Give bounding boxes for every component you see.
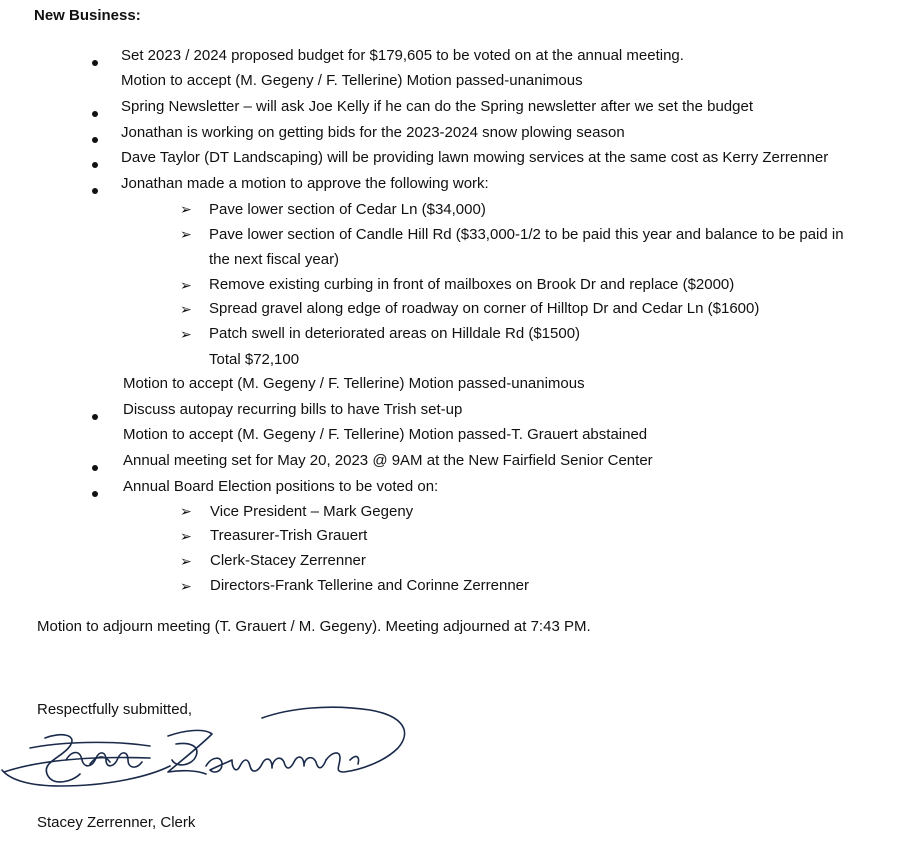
bullet-dot-icon bbox=[92, 465, 98, 471]
arrowhead-bullet-icon: ➢ bbox=[180, 278, 192, 294]
signer-name: Stacey Zerrenner, Clerk bbox=[37, 814, 196, 831]
sub-list-item: Pave lower section of Cedar Ln ($34,000) bbox=[209, 201, 486, 218]
sub-list-item: Vice President – Mark Gegeny bbox=[210, 503, 414, 520]
arrowhead-bullet-icon: ➢ bbox=[180, 504, 192, 520]
arrowhead-bullet-icon: ➢ bbox=[180, 529, 192, 545]
sub-list-item: Clerk-Stacey Zerrenner bbox=[210, 552, 366, 569]
sub-list-item: Spread gravel along edge of roadway on corner of Hilltop Dr and Cedar Ln ($1600) bbox=[209, 300, 760, 317]
section-heading: New Business: bbox=[34, 7, 141, 24]
arrowhead-bullet-icon: ➢ bbox=[180, 579, 192, 595]
list-item: Set 2023 / 2024 proposed budget for $179,605 to be voted on at the annual meeting. bbox=[121, 47, 684, 64]
list-item: Annual Board Election positions to be voted on: bbox=[123, 478, 439, 495]
list-item: Spring Newsletter – will ask Joe Kelly if he can do the Spring newsletter after we set the budget bbox=[121, 98, 753, 115]
arrowhead-bullet-icon: ➢ bbox=[180, 202, 192, 218]
bullet-dot-icon bbox=[92, 414, 98, 420]
list-item: Jonathan is working on getting bids for the 2023-2024 snow plowing season bbox=[121, 124, 625, 141]
arrowhead-bullet-icon: ➢ bbox=[180, 327, 192, 343]
sub-list-item-continuation: the next fiscal year) bbox=[209, 251, 340, 268]
arrowhead-bullet-icon: ➢ bbox=[180, 554, 192, 570]
bullet-dot-icon bbox=[92, 162, 98, 168]
bullet-dot-icon bbox=[92, 111, 98, 117]
arrowhead-bullet-icon: ➢ bbox=[180, 302, 192, 318]
list-item: Dave Taylor (DT Landscaping) will be providing lawn mowing services at the same cost as Kerry Zerrenner bbox=[121, 149, 829, 166]
arrowhead-bullet-icon: ➢ bbox=[180, 227, 192, 243]
adjourn-line: Motion to adjourn meeting (T. Grauert / M. Gegeny). Meeting adjourned at 7:43 PM. bbox=[37, 618, 591, 635]
motion-line: Motion to accept (M. Gegeny / F. Tellerine) Motion passed-unanimous bbox=[123, 375, 585, 392]
sub-list-item: Pave lower section of Candle Hill Rd ($33,000-1/2 to be paid this year and balance to be paid in bbox=[209, 226, 844, 243]
list-item: Jonathan made a motion to approve the following work: bbox=[121, 175, 489, 192]
salutation: Respectfully submitted, bbox=[37, 701, 193, 718]
sub-list-item: Remove existing curbing in front of mailboxes on Brook Dr and replace ($2000) bbox=[209, 276, 735, 293]
bullet-dot-icon bbox=[92, 137, 98, 143]
sub-list-item: Treasurer-Trish Grauert bbox=[210, 527, 368, 544]
motion-line: Motion to accept (M. Gegeny / F. Tellerine) Motion passed-unanimous bbox=[121, 72, 583, 89]
handwritten-signature bbox=[0, 690, 430, 805]
bullet-dot-icon bbox=[92, 491, 98, 497]
sub-list-item: Directors-Frank Tellerine and Corinne Zerrenner bbox=[210, 577, 530, 594]
bullet-dot-icon bbox=[92, 188, 98, 194]
list-item: Annual meeting set for May 20, 2023 @ 9AM at the New Fairfield Senior Center bbox=[123, 452, 653, 469]
list-item: Discuss autopay recurring bills to have Trish set-up bbox=[123, 401, 463, 418]
motion-line: Motion to accept (M. Gegeny / F. Tellerine) Motion passed-T. Grauert abstained bbox=[123, 426, 648, 443]
sub-list-item: Patch swell in deteriorated areas on Hilldale Rd ($1500) bbox=[209, 325, 581, 342]
bullet-dot-icon bbox=[92, 60, 98, 66]
total-line: Total $72,100 bbox=[209, 351, 300, 368]
